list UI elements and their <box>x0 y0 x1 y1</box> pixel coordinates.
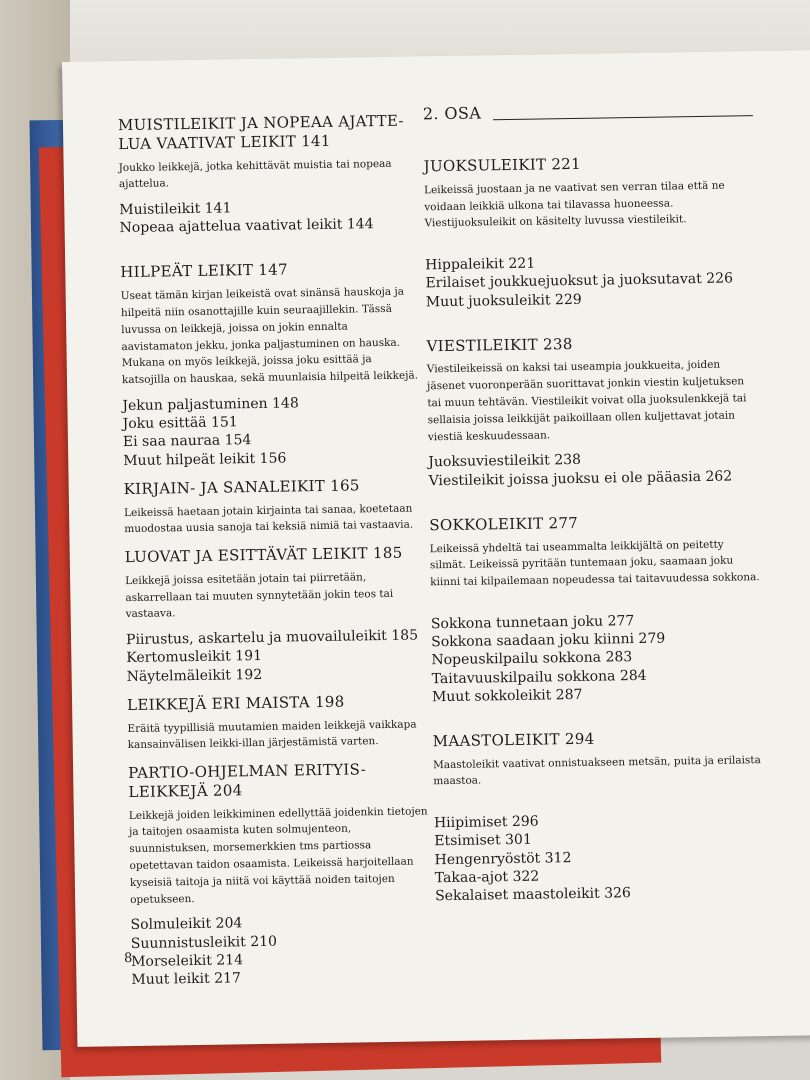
toc-entry: Morseleikit 214 <box>131 952 244 970</box>
part-heading-rule <box>493 115 753 120</box>
toc-entry: Muut juoksuleikit 229 <box>425 291 582 310</box>
toc-section <box>120 259 423 470</box>
toc-entry: Nopeuskilpailu sokkona 283 <box>431 649 633 669</box>
section-description: Leikeissä haetaan jotain kirjainta tai sanaa, koetetaan muodostaa uusia sanoja tai keksiä nimiä tai vastaavia. <box>123 502 414 536</box>
section-title: KIRJAIN- JA SANALEIKIT 165 <box>123 476 360 498</box>
right-column <box>423 99 766 915</box>
section-title: LUOVAT JA ESITTÄVÄT LEIKIT 185 <box>124 543 403 567</box>
toc-section <box>424 152 756 311</box>
section-title: LEIKKEJÄ ERI MAISTA 198 <box>126 692 345 714</box>
section-description: Eräitä tyypillisiä muutamien maiden leikkejä vaikkapa kansainvälisen leikki-illan järjestämistä varten. <box>127 718 417 752</box>
toc-entry: Piirustus, askartelu ja muovailuleikit 185 <box>125 627 419 649</box>
toc-entry: Sokkona saadaan joku kiinni 279 <box>431 630 666 651</box>
section-description: Leikkejä joiden leikkiminen edellyttää joidenkin tietojen ja taitojen osaamista kuten solmujenteon, suunnistuksen, morsemerkkien tms partiossa opetettavan taidon osaamista. Leikeissä harjoitellaan kyseisiä taitoja ja niitä voi käyttää noiden taitojen opetukseen. <box>128 804 428 906</box>
toc-entry: Muut sokkoleikit 287 <box>431 686 583 705</box>
toc-section <box>128 759 431 989</box>
toc-entry: Hippaleikit 221 <box>425 255 536 274</box>
toc-entry: Muistileikit 141 <box>119 200 232 219</box>
toc-entry: Näytelmäleikit 192 <box>126 666 263 685</box>
section-title: HILPEÄT LEIKIT 147 <box>120 260 289 282</box>
toc-section <box>127 691 428 754</box>
toc-entry: Viestileikit joissa juoksu ei ole pääasia 262 <box>428 468 733 489</box>
section-title: JUOKSULEIKIT 221 <box>423 154 582 176</box>
left-column <box>118 111 432 999</box>
toc-entry: Etsimiset 301 <box>434 832 532 850</box>
toc-entry: Muut hilpeät leikit 156 <box>123 450 287 469</box>
section-description: Leikeissä juostaan ja ne vaativat sen verran tilaa että ne voidaan leikkiä ulkona tai tilavassa huoneessa. Viestijuoksuleikit on käsitelty luvussa viestileikit. <box>423 179 725 230</box>
section-description: Useat tämän kirjan leikeistä ovat sinänsä hauskoja ja hilpeitä niin osanottajille kuin seuraajillekin. Tässä luvussa on leikkejä, joissa on jokin ennalta aavistamaton jekku, jonka paljastuminen on hauska. Mukana on myös leikkejä, joissa joku esittää ja katsojilla on hauskaa, sekä muunlaisia hilpeitä leikkejä. <box>120 285 419 387</box>
section-description: Joukko leikkejä, jotka kehittävät muistia tai nopeaa ajattelua. <box>118 157 392 191</box>
toc-entry: Suunnistusleikit 210 <box>130 933 278 952</box>
section-description: Leikkejä joissa esitetään jotain tai piirretään, askarrellaan tai muuten synnytetään jokin teos tai vastaava. <box>125 571 394 621</box>
toc-section <box>118 111 420 237</box>
toc-section <box>125 543 427 685</box>
section-title: MUISTILEIKIT JA NOPEAA AJATTE- LUA VAATIVAT LEIKIT 141 <box>117 111 404 153</box>
toc-entry: Nopeaa ajattelua vaativat leikit 144 <box>119 216 374 237</box>
toc-entry: Hiipimiset 296 <box>433 813 539 832</box>
toc-entry: Juoksuviestileikit 238 <box>428 452 582 471</box>
book-page <box>62 50 810 1047</box>
toc-entry: Kertomusleikit 191 <box>126 648 263 667</box>
toc-entry: Taitavuuskilpailu sokkona 284 <box>431 667 647 687</box>
part-heading-row <box>423 99 753 123</box>
toc-entry: Hengenryöstöt 312 <box>434 849 572 868</box>
toc-entry: Erilaiset joukkuejuoksut ja juoksutavat 226 <box>425 270 734 292</box>
section-title: SOKKOLEIKIT 277 <box>429 513 579 535</box>
toc-entry: Solmuleikit 204 <box>130 915 243 934</box>
toc-entry: Takaa-ajot 322 <box>434 868 540 887</box>
toc-entry: Sokkona tunnetaan joku 277 <box>430 613 635 633</box>
section-description: Leikeissä yhdeltä tai useammalta leikkijältä on peitetty silmät. Leikeissä pyritään tuntemaan joku, saamaan joku kiinni tai kilpailemaan nopeudessa tai taitavuudessa sokkona. <box>429 538 760 589</box>
page-number: 8 <box>123 951 133 967</box>
toc-entry: Sekalaiset maastoleikit 326 <box>435 885 632 905</box>
section-description: Maastoleikit vaativat onnistuakseen metsän, puita ja erilaista maastoa. <box>432 753 761 788</box>
part-heading: 2. OSA <box>422 103 482 124</box>
section-title: MAASTOLEIKIT 294 <box>432 729 595 751</box>
section-title: PARTIO-OHJELMAN ERITYIS- LEIKKEJÄ 204 <box>128 760 367 801</box>
section-title: VIESTILEIKIT 238 <box>426 334 573 356</box>
section-description: Viestileikeissä on kaksi tai useampia joukkueita, joiden jäsenet vuoronperään suorittavat jonkin viestin kuljetuksen tai muun tehtävän. Viestileikit voivat olla juoksulenkkejä tai sellaisia joissa leikkijät paikoillaan ollen kuljettavat jotain viestiä keskuudessaan. <box>426 359 747 443</box>
toc-entry: Jekun paljastuminen 148 <box>122 395 299 415</box>
toc-section <box>426 332 758 490</box>
toc-entry: Muut leikit 217 <box>131 970 241 989</box>
toc-section <box>429 511 762 706</box>
toc-entry: Joku esittää 151 <box>122 414 238 433</box>
toc-entry: Ei saa nauraa 154 <box>122 432 252 451</box>
toc-section <box>433 727 766 905</box>
toc-section <box>124 475 425 538</box>
